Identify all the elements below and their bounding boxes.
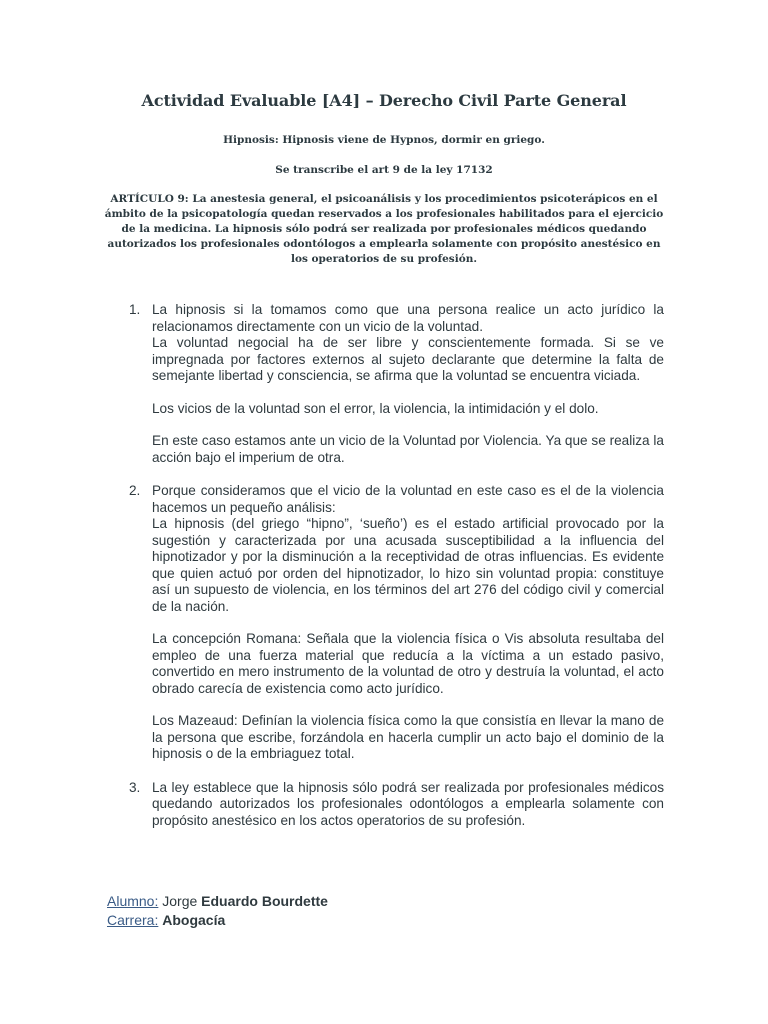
career-value: Abogacía	[162, 912, 226, 928]
student-first-name: Jorge	[162, 893, 198, 909]
signoff-block	[107, 892, 328, 930]
list-item-paragraph: La concepción Romana: Señala que la violencia física o Vis absoluta resultaba del empleo de una fuerza material que reducía a la víctima a un estado pasivo, convertido en mero instrumento de la voluntad de otro y destruía la voluntad, el acto obrado carecía de existencia como acto jurídico.	[152, 631, 664, 696]
list-item	[126, 780, 664, 830]
document-title: Actividad Evaluable [A4] – Derecho Civil Parte General	[141, 91, 627, 110]
student-line	[107, 892, 328, 911]
list-item-paragraph: La ley establece que la hipnosis sólo podrá ser realizada por profesionales médicos quedando autorizados los profesionales odontólogos a emplearla solamente con propósito anestésico en los actos operatorios de su profesión.	[152, 779, 664, 828]
paragraph-line: La hipnosis (del griego “hipno”, ‘sueño’) es el estado artificial provocado por la sugestión y caracterizada por una acusada susceptibilidad a la influencia del hipnotizador y por la disminución a la receptividad de otras influencias. Es evidente que quien actuó por orden del hipnotizador, lo hizo sin voluntad propia: constituye así un supuesto de violencia, en los términos del art 276 del código civil y comercial de la nación.	[152, 516, 664, 614]
list-item-paragraph	[152, 483, 664, 615]
career-label: Carrera:	[107, 912, 159, 928]
list-item-number: 2.	[129, 483, 141, 498]
list-item-number: 1.	[129, 302, 141, 317]
list-item	[126, 483, 664, 763]
list-item-paragraph: En este caso estamos ante un vicio de la Voluntad por Violencia. Ya que se realiza la acción bajo el imperium de otra.	[152, 433, 664, 465]
paragraph-line: Porque consideramos que el vicio de la voluntad en este caso es el de la violencia hacemos un pequeño análisis:	[152, 483, 664, 515]
list-item-paragraph: Los Mazeaud: Definían la violencia física como la que consistía en llevar la mano de la persona que escribe, forzándola en hacerla cumplir un acto bajo el dominio de la hipnosis o de la embriaguez total.	[152, 713, 664, 761]
career-line	[107, 911, 328, 930]
law-transcription-subtitle: Se transcribe el art 9 de la ley 17132	[275, 164, 493, 176]
list-item	[126, 302, 664, 466]
list-item-number: 3.	[129, 779, 141, 795]
list-item-paragraph: Los vicios de la voluntad son el error, la violencia, la intimidación y el dolo.	[152, 400, 599, 416]
student-label: Alumno:	[107, 893, 159, 909]
list-item-paragraph	[152, 302, 664, 385]
paragraph-line: La hipnosis si la tomamos como que una persona realice un acto jurídico la relacionamos directamente con un vicio de la voluntad.	[152, 302, 664, 334]
paragraph-line: La voluntad negocial ha de ser libre y conscientemente formada. Si se ve impregnada por factores externos al sujeto declarante que determine la falta de semejante libertad y consciencia, se afirma que la voluntad se encuentra viciada.	[152, 335, 664, 383]
answer-list	[126, 302, 664, 846]
student-last-name: Eduardo Bourdette	[201, 893, 328, 909]
article-9-text: ARTÍCULO 9: La anestesia general, el psicoanálisis y los procedimientos psicoterápicos en el ámbito de la psicopatología quedan reservados a los profesionales habilitados para el ejercicio de la medicina. La hipnosis sólo podrá ser realizada por profesionales médicos quedando autorizados los profesionales odontólogos a emplearla solamente con propósito anestésico en los operatorios de su profesión.	[104, 193, 664, 265]
hypnosis-subtitle: Hipnosis: Hipnosis viene de Hypnos, dormir en griego.	[223, 134, 545, 146]
